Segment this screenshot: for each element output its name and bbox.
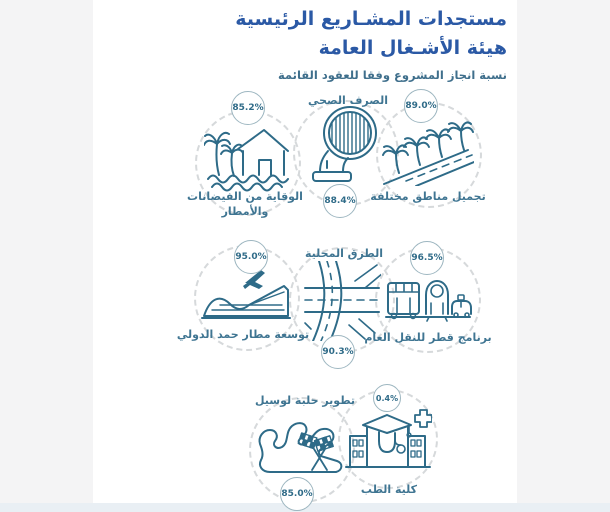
project-label-local-roads: الطرق المحلية <box>305 247 383 260</box>
road-palm-trees-icon <box>382 120 474 186</box>
percent-badge-medical-college: 0.4% <box>373 384 401 412</box>
page-subtitle: نسبة انجاز المشروع وفقا للعقود القائمة <box>277 68 507 82</box>
header <box>235 5 507 82</box>
project-label-beautification: تجميل مناطق مختلفة <box>370 190 486 203</box>
sewer-pipe-icon <box>310 106 380 194</box>
crossing-roads-icon <box>303 261 381 341</box>
project-label-sewerage: الصرف الصحي <box>308 94 388 107</box>
percent-badge-local-roads: 90.3% <box>321 335 355 369</box>
project-label-lusail-circuit: تطوير حلبة لوسيل <box>254 394 356 407</box>
flood-house-palms-waves-icon <box>204 118 290 194</box>
project-label-flood-protection: الوقاية من الفيضانات والأمطار <box>187 190 303 218</box>
percent-badge-flood-protection: 85.2% <box>231 91 265 125</box>
project-label-airport-expansion: توسعة مطار حمد الدولي <box>176 328 310 341</box>
page-title-line1: مستجدات المشـاريع الرئيسية <box>235 8 507 30</box>
percent-badge-beautification: 89.0% <box>404 89 438 123</box>
page-title-line2: هيئة الأشـغال العامة <box>318 37 507 59</box>
medical-college-building-icon <box>344 406 432 472</box>
percent-badge-sewerage: 88.4% <box>323 184 357 218</box>
percent-badge-airport-expansion: 95.0% <box>234 240 268 274</box>
race-track-flags-icon <box>254 414 350 476</box>
percent-badge-lusail-circuit: 85.0% <box>280 477 314 511</box>
bus-metro-taxi-icon <box>384 276 472 322</box>
project-label-public-transport: برنامج قطر للنقل العام <box>364 331 492 344</box>
percent-badge-public-transport: 96.5% <box>410 241 444 275</box>
project-label-medical-college: كلية الطب <box>360 483 418 496</box>
